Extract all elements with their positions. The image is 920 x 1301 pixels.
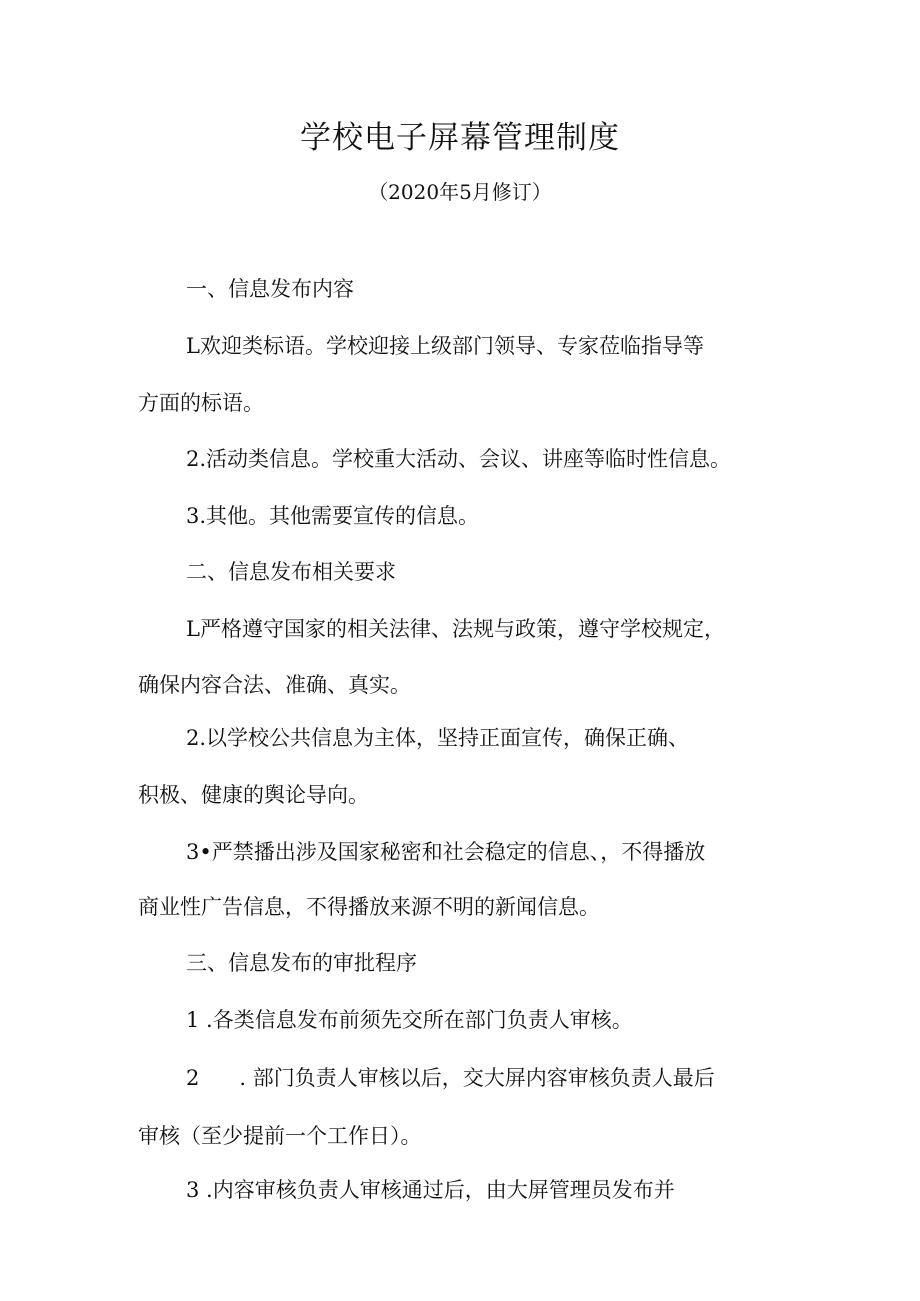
paragraph-line: 审核（至少提前一个工作日）。 [138,1124,422,1148]
paragraph-line: L欢迎类标语。学校迎接上级部门领导、专家莅临指导等 [186,334,704,358]
paragraph-line: 积极、健康的舆论导向。 [138,783,369,807]
paragraph-line: 2.活动类信息。学校重大活动、会议、讲座等临时性信息。 [186,447,732,471]
paragraph-line: 3.其他。其他需要宣传的信息。 [186,504,480,528]
paragraph-line: L严格遵守国家的相关法律、法规与政策，遵守学校规定， [186,617,725,641]
section-heading-1: 一、信息发布内容 [186,277,354,301]
document-title: 学校电子屏幕管理制度 [300,120,620,156]
section-heading-3: 三、信息发布的审批程序 [186,951,417,975]
paragraph-line: 确保内容合法、准确、真实。 [138,673,411,697]
paragraph-line: 商业性广告信息，不得播放来源不明的新闻信息。 [138,895,600,919]
document-subtitle: （2020年5月修订） [368,180,552,204]
paragraph-line: 方面的标语。 [138,391,264,415]
section-heading-2: 二、信息发布相关要求 [186,560,396,584]
paragraph-line: 2 . 部门负责人审核以后，交大屏内容审核负责人最后 [186,1066,715,1090]
paragraph-line: 2.以学校公共信息为主体，坚持正面宣传，确保正确、 [186,726,690,750]
paragraph-line: 1 .各类信息发布前须先交所在部门负责人审核。 [186,1008,633,1032]
paragraph-line: 3 .内容审核负责人审核通过后，由大屏管理员发布并 [186,1178,675,1202]
paragraph-line: 3•严禁播出涉及国家秘密和社会稳定的信息、，不得播放 [186,840,706,864]
